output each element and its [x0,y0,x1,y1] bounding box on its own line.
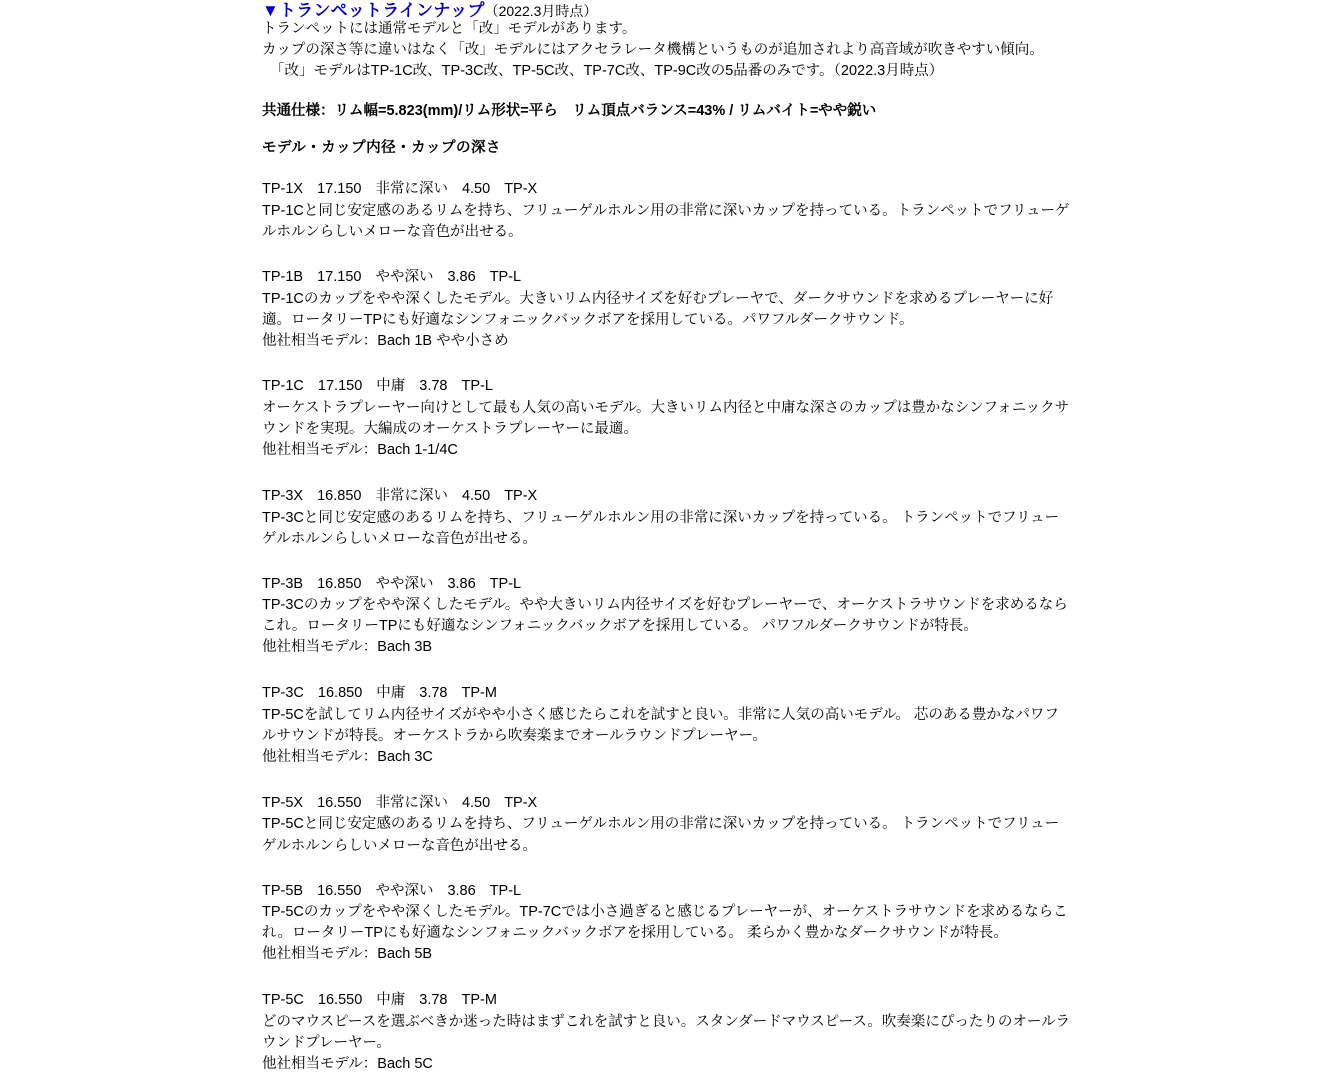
model-equivalent: 他社相当モデル：Bach 5B [262,946,433,963]
model-backbore: TP-L [489,575,522,592]
model-backbore: TP-M [461,992,497,1009]
intro-line-2: カップの深さ等に違いはなく「改」モデルにはアクセラレータ機構というものが追加されより高音域が吹きやすい傾向。 [262,42,1044,59]
common-spec: 共通仕様：リム幅=5.823(mm)/リム形状=平ら リム頂点バランス=43% / リムバイト=やや鋭い [262,103,877,120]
model-depth-label: やや深い [375,268,434,285]
model-depth-value: 3.78 [419,685,448,702]
model-name: TP-1B [262,268,304,285]
model-description: TP-1Cと同じ安定感のあるリムを持ち、フリューゲルホルン用の非常に深いカップを持っている。トランペットでフリューゲルホルンらしいメローな音色が出せる。 [262,202,1070,240]
model-head [262,881,1072,903]
model-diameter: 16.550 [317,882,362,899]
heading-title-text: トランペットラインナップ [279,1,485,20]
heading-note-text: （2022.3月時点） [484,3,598,19]
model-description: TP-3Cと同じ安定感のあるリムを持ち、フリューゲルホルン用の非常に深いカップを持っている。 トランペットでフリューゲルホルンらしいメローな音色が出せる。 [262,509,1060,547]
model-description: TP-1Cのカップをやや深くしたモデル。大きいリム内径サイズを好むプレーヤで、ダークサウンドを求めるプレーヤーに好適。ロータリーTPにも好適なシンフォニックバックボアを採用している。パワフルダークサウンド。 [262,290,1054,328]
model-depth-value: 4.50 [461,794,491,811]
model-entry [262,574,1072,660]
model-name: TP-5B [262,882,304,899]
model-diameter: 16.850 [317,575,362,592]
model-equivalent: 他社相当モデル：Bach 1B やや小さめ [262,332,509,349]
model-head [262,376,1072,398]
model-depth-value: 4.50 [461,487,491,504]
model-backbore: TP-X [504,794,538,811]
model-diameter: 16.550 [317,794,362,811]
model-head [262,574,1072,596]
model-name: TP-5X [262,794,304,811]
intro-line-3: 「改」モデルはTP-1C改、TP-3C改、TP-5C改、TP-7C改、TP-9C改の5品番のみです。（2022.3月時点） [270,63,944,80]
model-diameter: 16.550 [317,992,363,1009]
model-depth-value: 3.86 [447,882,476,899]
heading-marker-icon: ▼ [262,1,280,20]
model-name: TP-1X [262,181,304,198]
model-entry [262,267,1072,353]
model-head [262,683,1072,705]
model-diameter: 17.150 [317,268,362,285]
model-depth-value: 3.86 [447,575,476,592]
model-depth-label: 非常に深い [375,181,448,198]
model-head [262,267,1072,289]
model-name: TP-3B [262,575,304,592]
model-backbore: TP-L [489,268,522,285]
intro-line-1: トランペットには通常モデルと「改」モデルがあります。 [262,21,637,37]
model-depth-label: 中庸 [376,992,406,1009]
model-description: TP-5Cを試してリム内径サイズがやや小さく感じたらこれを試すと良い。非常に人気の高いモデル。 芯のある豊かなパワフルサウンドが特長。オーケストラから吹奏楽までオールラウンドプレーヤー。 [262,706,1059,744]
model-backbore: TP-X [504,487,538,504]
model-description: TP-5Cのカップをやや深くしたモデル。TP-7Cでは小さ過ぎると感じるプレーヤーが、オーケストラサウンドを求めるならこれ。ロータリーTPにも好適なシンフォニックバックボアを採用している。 柔らかく豊かなダークサウンドが特長。 [262,904,1068,942]
model-entry [262,683,1072,769]
model-name: TP-1C [262,378,304,395]
model-description: どのマウスピースを選ぶべきか迷った時はまずこれを試すと良い。スタンダードマウスピース。吹奏楽にぴったりのオールラウンドプレーヤー。 [262,1013,1071,1051]
model-backbore: TP-L [461,378,493,395]
model-head [262,486,1072,508]
model-depth-value: 3.78 [419,378,448,395]
model-depth-label: 中庸 [376,378,406,395]
model-entry [262,486,1072,550]
model-backbore: TP-L [489,882,522,899]
model-equivalent: 他社相当モデル：Bach 3B [262,639,433,656]
model-description: TP-3Cのカップをやや深くしたモデル。やや大きいリム内径サイズを好むプレーヤーで、オーケストラサウンドを求めるならこれ。ロータリーTPにも好適なシンフォニックバックボアを採用している。 パワフルダークサウンドが特長。 [262,597,1068,635]
page-title [262,0,1072,19]
model-depth-value: 4.50 [461,181,491,198]
model-depth-label: やや深い [375,882,434,899]
document-content [262,0,1072,1076]
model-entry [262,881,1072,967]
section-label: モデル・カップ内径・カップの深さ [262,139,501,156]
model-diameter: 17.150 [317,181,362,198]
model-description: TP-5Cと同じ安定感のあるリムを持ち、フリューゲルホルン用の非常に深いカップを持っている。 トランペットでフリューゲルホルンらしいメローな音色が出せる。 [262,816,1060,854]
model-depth-value: 3.86 [447,268,476,285]
model-diameter: 16.850 [317,685,363,702]
model-backbore: TP-X [504,181,538,198]
model-equivalent: 他社相当モデル：Bach 1-1/4C [262,442,458,459]
model-diameter: 16.850 [317,487,362,504]
model-diameter: 17.150 [317,378,363,395]
model-entry [262,793,1072,857]
model-name: TP-5C [262,992,304,1009]
model-description: オーケストラプレーヤー向けとして最も人気の高いモデル。大きいリム内径と中庸な深さのカップは豊かなシンフォニックサウンドを実現。大編成のオーケストラプレーヤーに最適。 [262,400,1070,438]
model-equivalent: 他社相当モデル：Bach 5C [262,1055,433,1072]
model-head [262,990,1072,1012]
model-entry [262,990,1072,1076]
model-equivalent: 他社相当モデル：Bach 3C [262,748,433,765]
model-entry [262,376,1072,462]
model-depth-label: 中庸 [376,685,406,702]
model-depth-value: 3.78 [419,992,448,1009]
model-head [262,179,1072,201]
model-backbore: TP-M [461,685,497,702]
model-head [262,793,1072,815]
model-entry [262,179,1072,243]
model-name: TP-3C [262,685,304,702]
model-depth-label: 非常に深い [375,487,448,504]
model-depth-label: 非常に深い [375,794,448,811]
model-name: TP-3X [262,487,304,504]
model-depth-label: やや深い [375,575,434,592]
